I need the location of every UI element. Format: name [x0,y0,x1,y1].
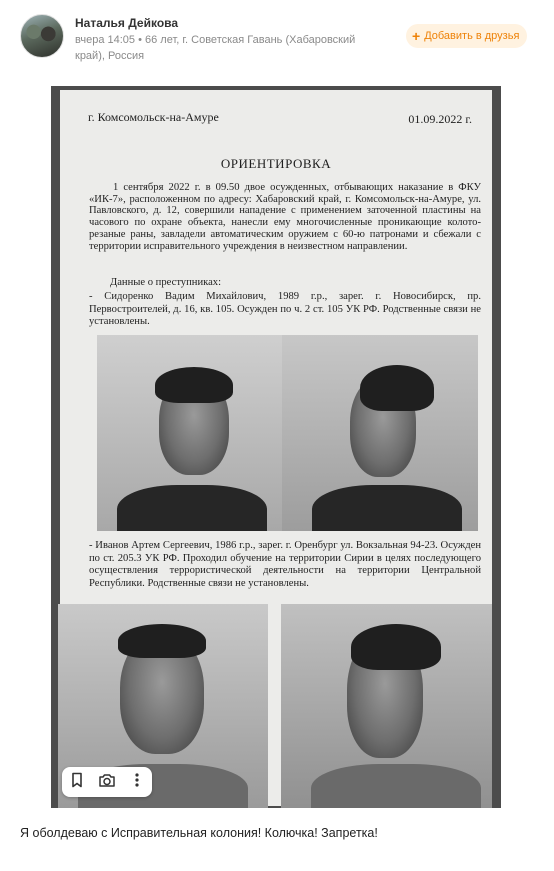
photo-toolbar [62,767,152,797]
avatar[interactable] [20,14,64,58]
suspect-2-profile-photo [281,604,492,808]
post-header [20,14,540,66]
author-meta: вчера 14:05 • 66 лет, г. Советская Гавань (Хабаровский край), Россия [75,34,356,62]
plus-icon: + [412,28,421,44]
camera-button[interactable] [94,769,120,795]
suspect-1-profile-photo [282,335,478,531]
more-dots-icon [134,772,140,793]
bookmark-icon [70,772,84,793]
document-paragraph-text: 1 сентября 2022 г. в 09.50 двое осужденных, отбывающих наказание в ФКУ «ИК-7», расположенном по адресу: Хабаровский край, г. Комсомольск-на-Амуре, ул. Павловского, д. 12, совершили нападение с применением заточенной пластины на часового по охране объекта, нанесли ему многочисленные проникающие колото-резаные раны, завладели автоматическим оружием с 60-ю патронами и сбежали с территории исправительного учреждения в неизвестном направлении. [89,182,481,252]
post-caption: Я оболдеваю с Исправительная колония! Колючка! Запретка! [20,826,378,840]
add-friend-label: Добавить в друзья [424,30,520,42]
suspect-2-text: - Иванов Артем Сергеевич, 1986 г.р., зарег. г. Оренбург ул. Вокзальная 94-23. Осужден по ст. 205.3 УК РФ. Проходил обучение на территории Сирии в целях последующего осуществления террористической деятельности на территории Центральной Республики. Родственные связи не установлены. [89,540,481,589]
add-friend-button[interactable] [406,24,527,48]
document-date: 01.09.2022 г. [408,112,472,126]
suspect-1-text: - Сидоренко Вадим Михайлович, 1989 г.р., зарег. г. Новосибирск, пр. Первостроителей, д. 16, кв. 105. Осужден по ч. 2 ст. 105 УК РФ. Родственные связи не установлены. [89,291,481,327]
post-photo[interactable] [51,86,501,808]
document-paragraph [89,182,481,252]
document-sheet [60,90,492,806]
suspects-label: Данные о преступниках: [110,277,222,288]
author-name[interactable]: Наталья Дейкова [75,16,179,30]
camera-icon [98,772,116,793]
document-heading: ОРИЕНТИРОВКА [220,156,332,171]
more-button[interactable] [124,769,150,795]
suspect-1-front-photo [97,335,282,531]
document-city: г. Комсомольск-на-Амуре [88,110,219,124]
bookmark-button[interactable] [64,769,90,795]
